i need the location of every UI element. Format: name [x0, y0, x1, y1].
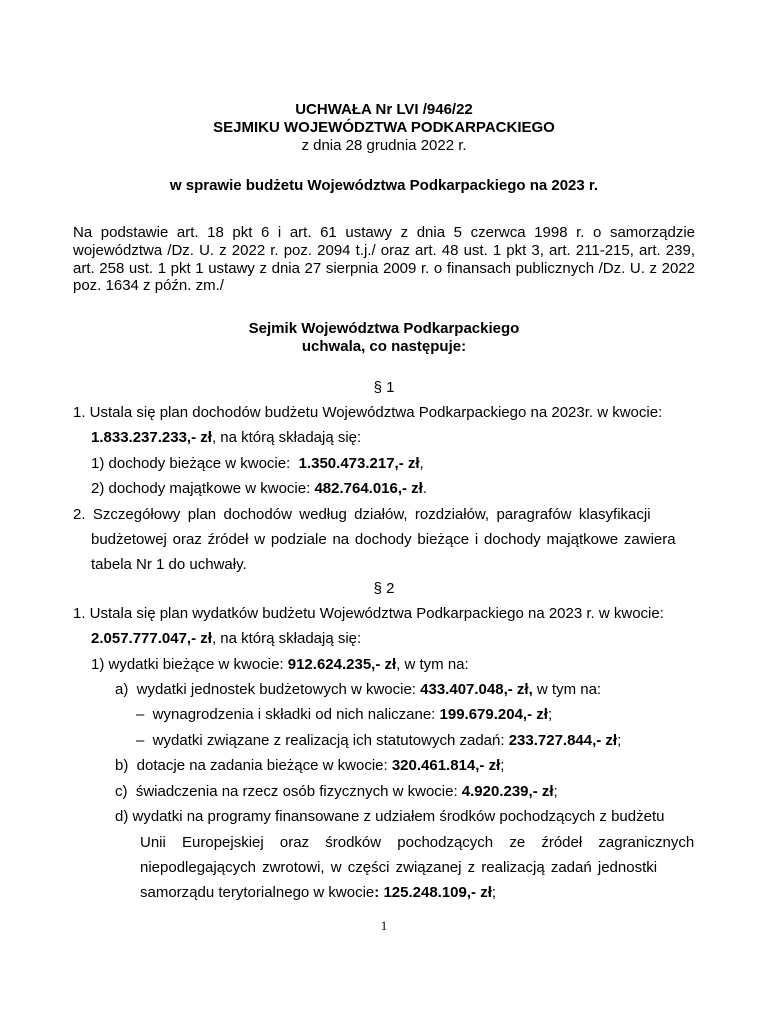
s1-paragraph-2-line-3: tabela Nr 1 do uchwały.: [91, 556, 247, 573]
section-2-mark: § 2: [373, 580, 395, 597]
s2-item-a-dash-1: – wynagrodzenia i składki od nich naliczane: 199.679.204,- zł;: [136, 706, 553, 723]
s2-item-1: 1) wydatki bieżące w kwocie: 912.624.235,- zł, w tym na:: [91, 656, 469, 673]
s2-paragraph-1: 1. Ustala się plan wydatków budżetu Województwa Podkarpackiego na 2023 r. w kwocie:: [73, 605, 664, 622]
resolution-number: UCHWAŁA Nr LVI /946/22: [295, 101, 473, 118]
resolve-line-2: uchwala, co następuje:: [301, 338, 467, 355]
s1-item-1: 1) dochody bieżące w kwocie: 1.350.473.217,- zł,: [91, 455, 424, 472]
s1-total-amount: 1.833.237.233,- zł: [91, 429, 212, 446]
s1-paragraph-2-line-1: 2. Szczegółowy plan dochodów według działów, rozdziałów, paragrafów klasyfikacji: [73, 506, 651, 523]
s1-paragraph-1: 1. Ustala się plan dochodów budżetu Województwa Podkarpackiego na 2023r. w kwocie:: [73, 404, 663, 421]
page-number: 1: [380, 918, 388, 933]
s2-item-d-line-2: Unii Europejskiej oraz środków pochodzących ze źródeł zagranicznych: [140, 834, 695, 851]
s2-item-b: b) dotacje na zadania bieżące w kwocie: 320.461.814,- zł;: [115, 757, 505, 774]
legal-basis: Na podstawie art. 18 pkt 6 i art. 61 ustawy z dnia 5 czerwca 1998 r. o samorządzie województwa /Dz. U. z 2022 r. poz. 2094 t.j./ oraz art. 48 ust. 1 pkt 3, art. 211-215, art. 239, art. 258 ust. 1 pkt 1 ustawy z dnia 27 sierpnia 2009 r. o finansach publicznych /Dz. U. z 2022 poz. 1634 z późn. zm./: [73, 224, 695, 295]
s2-item-d-line-4: samorządu terytorialnego w kwocie: 125.248.109,- zł;: [140, 884, 497, 901]
resolution-subject: w sprawie budżetu Województwa Podkarpackiego na 2023 r.: [169, 177, 599, 194]
s1-item-2: 2) dochody majątkowe w kwocie: 482.764.016,- zł.: [91, 480, 428, 497]
s2-item-d-line-3: niepodlegających zwrotowi, w części związanej z realizacją zadań jednostki: [140, 859, 658, 876]
s1-paragraph-2-line-2: budżetowej oraz źródeł w podziale na dochody bieżące i dochody majątkowe zawiera: [91, 531, 676, 548]
s2-item-c: c) świadczenia na rzecz osób fizycznych w kwocie: 4.920.239,- zł;: [115, 783, 558, 800]
resolution-date: z dnia 28 grudnia 2022 r.: [301, 137, 467, 154]
s2-item-a: a) wydatki jednostek budżetowych w kwocie: 433.407.048,- zł, w tym na:: [115, 681, 602, 698]
s2-item-a-dash-2: – wydatki związane z realizacją ich statutowych zadań: 233.727.844,- zł;: [136, 732, 622, 749]
s2-item-d-line-1: d) wydatki na programy finansowane z udziałem środków pochodzących z budżetu: [115, 808, 665, 825]
s2-paragraph-1-amount-line: 2.057.777.047,- zł, na którą składają się:: [91, 630, 362, 647]
s2-total-amount: 2.057.777.047,- zł: [91, 630, 212, 647]
issuing-body: SEJMIKU WOJEWÓDZTWA PODKARPACKIEGO: [213, 119, 555, 136]
section-1-mark: § 1: [373, 379, 395, 396]
resolve-line-1: Sejmik Województwa Podkarpackiego: [248, 320, 520, 337]
s1-paragraph-1-amount-line: 1.833.237.233,- zł, na którą składają się:: [91, 429, 362, 446]
